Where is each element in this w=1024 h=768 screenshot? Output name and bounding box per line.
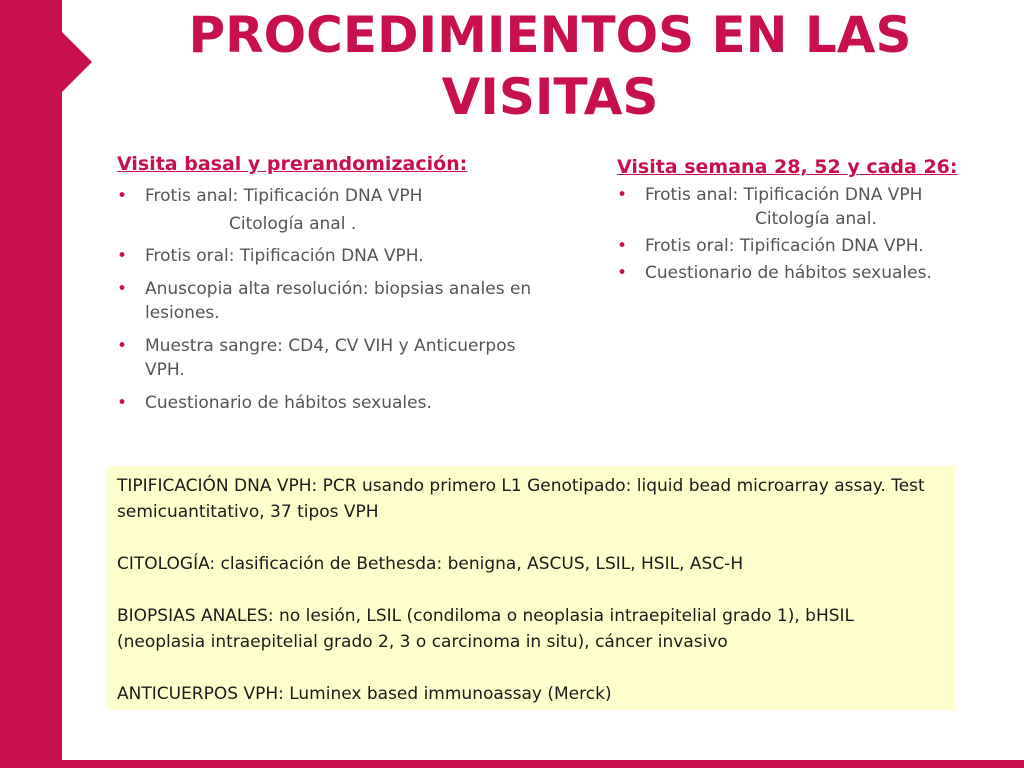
list-item bbox=[617, 261, 997, 285]
list-item bbox=[117, 391, 557, 415]
list-item bbox=[117, 244, 557, 268]
definition-paragraph: ANTICUERPOS VPH: Luminex based immunoassay (Merck) bbox=[117, 684, 612, 704]
bottom-accent-rule bbox=[62, 760, 1024, 768]
slide-title bbox=[110, 4, 990, 128]
list-item-text: Frotis oral: Tipificación DNA VPH. bbox=[645, 236, 924, 256]
list-item-text: Cuestionario de hábitos sexuales. bbox=[645, 263, 932, 283]
list-item-continuation: Citología anal . bbox=[229, 214, 357, 234]
list-item bbox=[617, 234, 997, 258]
followup-visit-column bbox=[617, 155, 997, 288]
definitions-box bbox=[107, 466, 955, 710]
list-item-text: Anuscopia alta resolución: biopsias anales en lesiones. bbox=[145, 279, 532, 323]
bullet-icon: • bbox=[117, 279, 128, 299]
list-item-text: Cuestionario de hábitos sexuales. bbox=[145, 393, 432, 413]
bullet-icon: • bbox=[117, 336, 128, 356]
left-accent-notch bbox=[62, 32, 92, 92]
slide-title-line-1: PROCEDIMIENTOS EN LAS bbox=[188, 6, 912, 64]
list-item-text: Frotis anal: Tipificación DNA VPH bbox=[645, 185, 923, 205]
bullet-icon: • bbox=[617, 236, 628, 256]
bullet-icon: • bbox=[617, 263, 628, 283]
list-item-text: Frotis oral: Tipificación DNA VPH. bbox=[145, 246, 424, 266]
baseline-visit-heading: Visita basal y prerandomización: bbox=[117, 153, 468, 175]
list-item bbox=[117, 277, 557, 325]
bullet-icon: • bbox=[117, 246, 128, 266]
definition-paragraph: CITOLOGÍA: clasificación de Bethesda: benigna, ASCUS, LSIL, HSIL, ASC-H bbox=[117, 554, 744, 574]
bullet-icon: • bbox=[617, 185, 628, 205]
baseline-visit-column bbox=[117, 152, 557, 424]
list-item-continuation: Citología anal. bbox=[755, 209, 877, 229]
bullet-icon: • bbox=[117, 186, 128, 206]
definition-paragraph: BIOPSIAS ANALES: no lesión, LSIL (condiloma o neoplasia intraepitelial grado 1), bHSIL (neoplasia intraepitelial grado 2, 3 o carcinoma in situ), cáncer invasivo bbox=[117, 606, 855, 652]
list-item bbox=[117, 334, 557, 382]
list-item-text: Muestra sangre: CD4, CV VIH y Anticuerpos VPH. bbox=[145, 336, 516, 380]
left-accent-band bbox=[0, 0, 62, 768]
definition-paragraph: TIPIFICACIÓN DNA VPH: PCR usando primero L1 Genotipado: liquid bead microarray assay. Test semicuantitativo, 37 tipos VPH bbox=[117, 476, 925, 522]
bullet-icon: • bbox=[117, 393, 128, 413]
list-item-text: Frotis anal: Tipificación DNA VPH bbox=[145, 186, 423, 206]
list-item bbox=[617, 183, 997, 207]
list-item bbox=[117, 184, 557, 208]
followup-visit-heading: Visita semana 28, 52 y cada 26: bbox=[617, 156, 958, 178]
slide-title-line-2: VISITAS bbox=[441, 68, 659, 126]
